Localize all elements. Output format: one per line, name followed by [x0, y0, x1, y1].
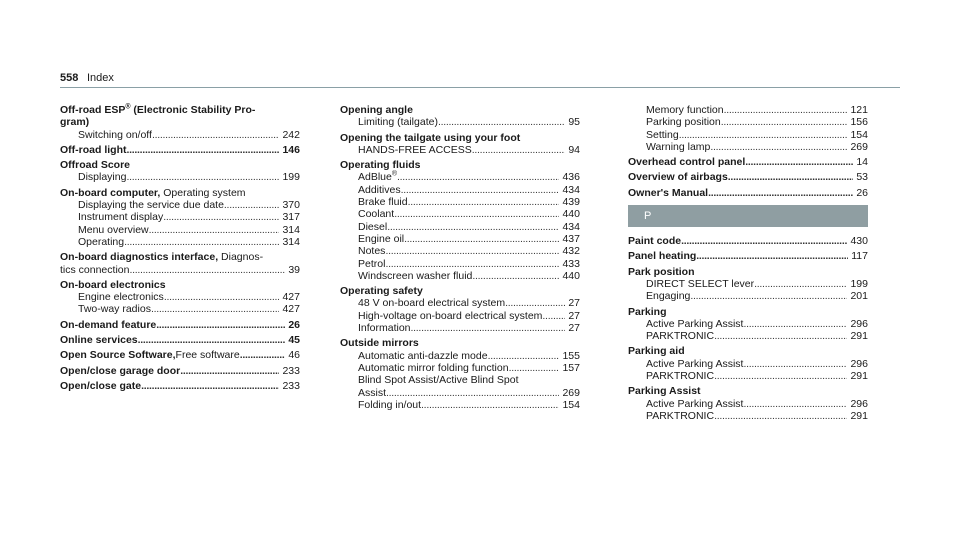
subentry[interactable]: Operating . . . 314	[60, 236, 300, 248]
subentry[interactable]: Assist . . . 269	[340, 387, 580, 399]
index-column-1	[60, 104, 300, 395]
index-entry-continued	[628, 104, 868, 153]
entry-heading: On-board diagnostics interface, Diagnos-	[60, 251, 264, 264]
entry-heading: Operating fluids	[340, 159, 421, 172]
entry-heading: Offroad Score	[60, 159, 131, 172]
entry-heading: Parking aid	[628, 345, 685, 358]
subentry[interactable]: Displaying . . . 199	[60, 171, 300, 183]
entry-heading: Operating safety	[340, 285, 423, 298]
index-entry	[340, 337, 580, 411]
entry-heading: Park position	[628, 265, 695, 278]
index-entry[interactable]: Overview of airbags . . . 53	[628, 171, 868, 183]
entry-heading: Outside mirrors	[340, 337, 419, 350]
header-rule	[60, 87, 900, 88]
entry-heading[interactable]: On-board computer, Operating system	[60, 186, 246, 199]
entry-heading: Opening angle	[340, 104, 413, 116]
index-entry[interactable]: Off-road light . . . 146	[60, 144, 300, 156]
subentry[interactable]: Petrol . . . 433	[340, 258, 580, 270]
subentry[interactable]: Engine oil . . . 437	[340, 233, 580, 245]
page-label: Index	[87, 72, 114, 84]
subentry[interactable]: Active Parking Assist . . . 296	[628, 318, 868, 330]
subentry[interactable]: High-voltage on-board electrical system . . . 27	[340, 310, 580, 322]
index-entry	[628, 266, 868, 303]
subentry[interactable]: PARKTRONIC . . . 291	[628, 410, 868, 422]
subentry[interactable]: Switching on/off . . . 242	[60, 129, 300, 141]
entry-heading: Opening the tailgate using your foot	[340, 131, 521, 144]
subentry[interactable]: AdBlue® . . . 436	[340, 171, 580, 183]
index-entry	[628, 345, 868, 382]
index-entry	[340, 285, 580, 334]
index-entry[interactable]: Open Source Software, Free software . . . 46	[60, 349, 300, 361]
index-entry[interactable]: Online services . . . 45	[60, 334, 300, 346]
section-letter-bar: P	[628, 205, 868, 227]
page-number: 558	[60, 72, 79, 84]
entry-heading: Parking Assist	[628, 385, 701, 398]
subentry[interactable]: Two-way radios . . . 427	[60, 303, 300, 315]
page-ref: 242	[282, 128, 300, 141]
index-entry[interactable]: Open/close gate . . . 233	[60, 380, 300, 392]
subentry-line: Blind Spot Assist/Active Blind Spot	[358, 374, 519, 387]
subentry[interactable]: Active Parking Assist . . . 296	[628, 398, 868, 410]
entry-heading: Parking	[628, 305, 667, 318]
index-entry[interactable]: Open/close garage door . . . 233	[60, 365, 300, 377]
subentry[interactable]: Warning lamp . . . 269	[628, 141, 868, 153]
index-entry	[60, 104, 300, 141]
index-entry	[60, 159, 300, 184]
index-entry[interactable]: Paint code . . . 430	[628, 235, 868, 247]
subentry[interactable]: Diesel . . . 434	[340, 221, 580, 233]
subentry[interactable]: Brake fluid . . . 439	[340, 196, 580, 208]
index-entry[interactable]: On-demand feature . . . 26	[60, 319, 300, 331]
page-header	[60, 70, 900, 90]
subentry[interactable]: Menu overview . . . 314	[60, 224, 300, 236]
subentry[interactable]: Windscreen washer fluid . . . 440	[340, 270, 580, 282]
index-entry	[628, 306, 868, 343]
index-entry	[60, 279, 300, 316]
subentry[interactable]: Engine electronics . . . 427	[60, 291, 300, 303]
subentry[interactable]: DIRECT SELECT lever . . . 199	[628, 278, 868, 290]
subentry[interactable]: Displaying the service due date . . . 370	[60, 199, 300, 211]
subentry[interactable]: Notes . . . 432	[340, 245, 580, 257]
index-entry[interactable]: On-board diagnostics interface, Diagnos- tics connection . . . 39	[60, 251, 300, 276]
subentry[interactable]: Automatic mirror folding function . . . 157	[340, 362, 580, 374]
subentry[interactable]: Parking position . . . 156	[628, 116, 868, 128]
subentry[interactable]: Information . . . 27	[340, 322, 580, 334]
subentry[interactable]: Setting . . . 154	[628, 129, 868, 141]
index-entry	[60, 187, 300, 248]
subentry[interactable]: Coolant . . . 440	[340, 208, 580, 220]
subentry[interactable]: Folding in/out . . . 154	[340, 399, 580, 411]
subentry[interactable]: Engaging . . . 201	[628, 290, 868, 302]
subentry[interactable]: Limiting (tailgate) . . . 95	[340, 116, 580, 128]
subentry[interactable]: PARKTRONIC . . . 291	[628, 370, 868, 382]
entry-heading[interactable]: Off-road ESP® (Electronic Stability Pro- gram)	[60, 103, 256, 129]
subentry[interactable]: 48 V on-board electrical system . . . 27	[340, 297, 580, 309]
index-entry[interactable]: Overhead control panel . . . 14	[628, 156, 868, 168]
index-entry	[628, 385, 868, 422]
entry-heading: On-board electronics	[60, 278, 166, 291]
subentry[interactable]: Memory function . . . 121	[628, 104, 868, 116]
index-entry	[340, 132, 580, 157]
index-column-2	[340, 104, 580, 414]
index-entry[interactable]: Panel heating . . . 117	[628, 250, 868, 262]
index-entry	[340, 159, 580, 282]
page-ref: 146	[282, 143, 300, 156]
subentry[interactable]: Active Parking Assist . . . 296	[628, 358, 868, 370]
index-entry[interactable]: Owner's Manual . . . 26	[628, 187, 868, 199]
index-column-3	[628, 104, 868, 425]
subentry[interactable]: HANDS-FREE ACCESS . . . 94	[340, 144, 580, 156]
index-entry	[340, 104, 580, 129]
subentry[interactable]: Additives . . . 434	[340, 184, 580, 196]
subentry[interactable]: PARKTRONIC . . . 291	[628, 330, 868, 342]
subentry[interactable]: Automatic anti-dazzle mode . . . 155	[340, 350, 580, 362]
subentry[interactable]: Instrument display . . . 317	[60, 211, 300, 223]
